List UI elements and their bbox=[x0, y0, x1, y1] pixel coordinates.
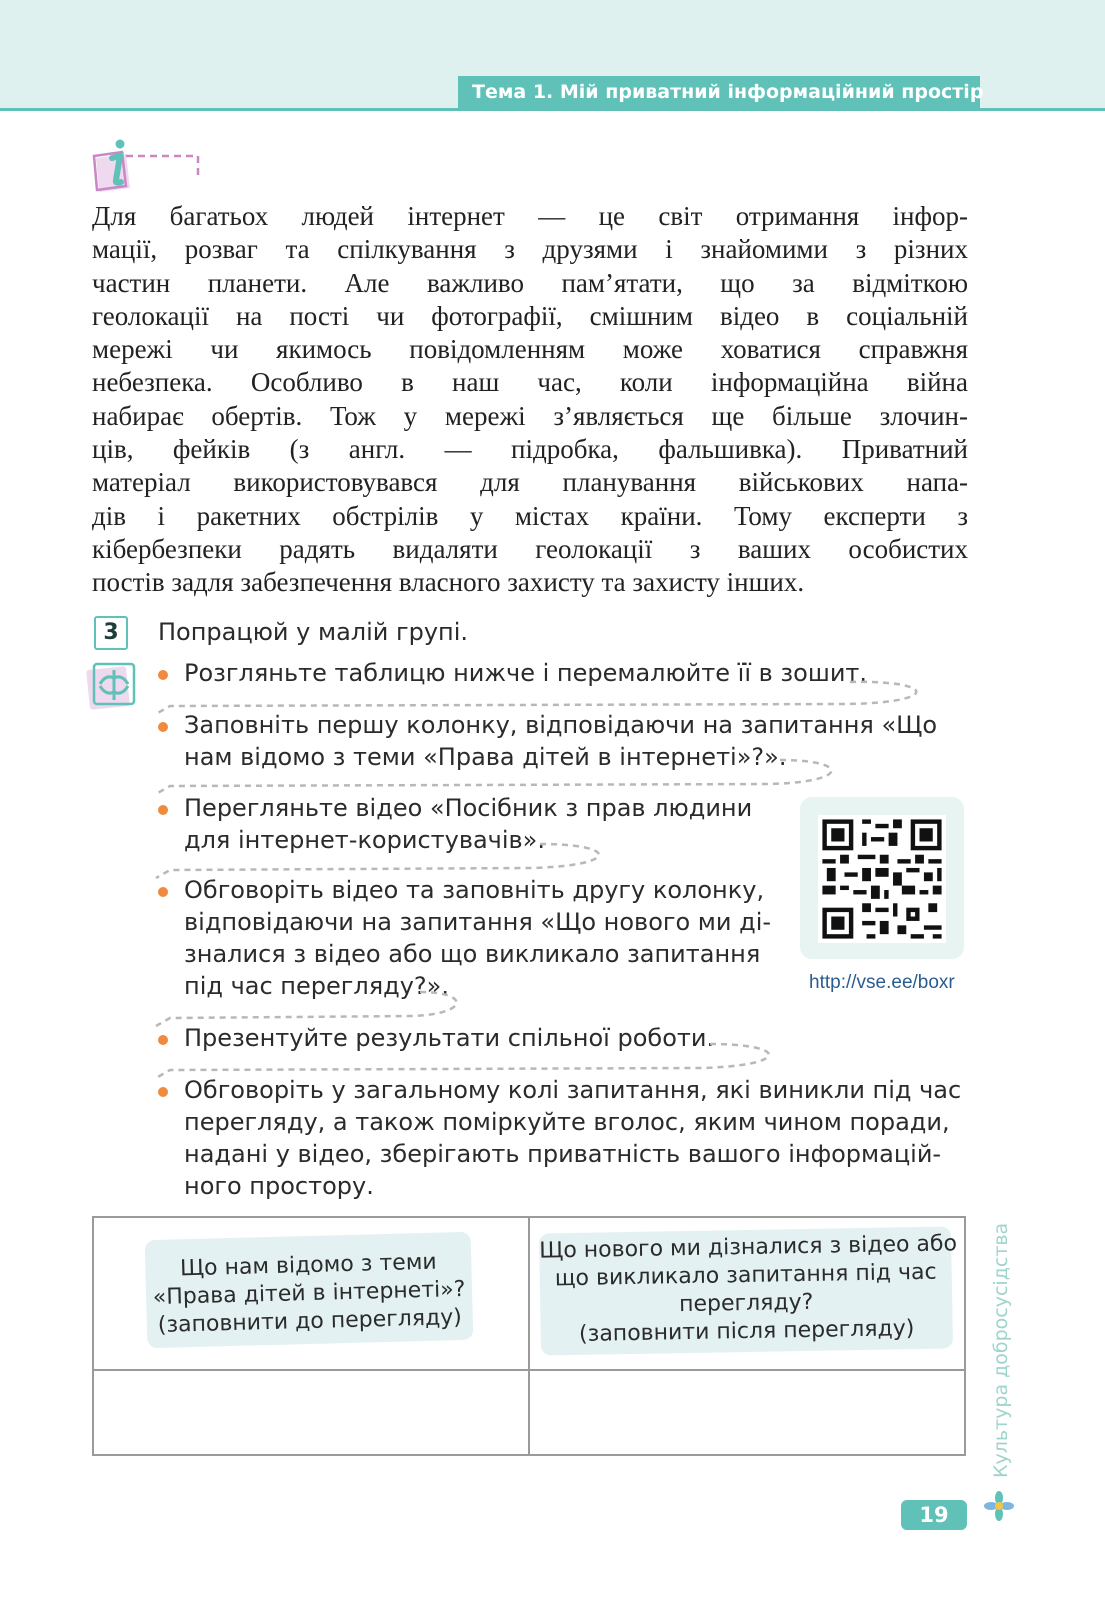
bullet-line: нам відомо з теми «Права дітей в інтернеті»?». bbox=[184, 743, 787, 771]
dashed-connector bbox=[150, 1032, 790, 1076]
group-work-icon bbox=[84, 660, 138, 712]
section-side-label: Культура добросусідства bbox=[990, 1222, 1012, 1478]
topic-title: Тема 1. Мій приватний інформаційний простір bbox=[458, 76, 980, 108]
table-header-line: (заповнити після перегляду) bbox=[578, 1316, 915, 1347]
table-header-line: Що нового ми дізналися з відео або bbox=[539, 1231, 958, 1264]
paragraph-line: кібербезпеки радять видаляти геолокації з ваших особистих bbox=[92, 533, 968, 564]
bullet-line: Обговоріть у загальному колі запитання, які виникли під час bbox=[184, 1076, 962, 1104]
paragraph-line: набирає обертів. Тож у мережі з’являється ще більше злочин- bbox=[92, 400, 968, 431]
paragraph-line: постів задля забезпечення власного захисту та захисту інших. bbox=[92, 567, 805, 598]
qr-link[interactable]: http://vse.ee/boxr bbox=[809, 972, 955, 993]
bullet-line: відповідаючи на запитання «Що нового ми ді- bbox=[184, 908, 772, 936]
info-icon bbox=[90, 136, 210, 198]
table-header-learned bbox=[539, 1226, 958, 1355]
bullet-line: для інтернет-користувачів». bbox=[184, 826, 545, 854]
bullet-line: Заповніть першу колонку, відповідаючи на запитання «Що bbox=[184, 711, 938, 739]
table-header-line: Що нам відомо з теми bbox=[179, 1249, 438, 1282]
table-divider bbox=[92, 1369, 966, 1371]
bullet-line: перегляду, а також поміркуйте вголос, яким чином поради, bbox=[184, 1108, 950, 1136]
bullet-line: надані у відео, зберігають приватність вашого інформацій- bbox=[184, 1140, 942, 1168]
page-number: 19 bbox=[901, 1500, 967, 1530]
paragraph-line: ців, фейків (з англ. — підробка, фальшивка). Приватний bbox=[92, 434, 968, 465]
task-number: 3 bbox=[94, 616, 128, 650]
dashed-connector bbox=[150, 752, 850, 794]
paragraph-line: частин планети. Але важливо пам’ятати, що за відміткою bbox=[92, 267, 968, 298]
task-bullet bbox=[184, 1074, 961, 1202]
bullet-dot bbox=[158, 887, 168, 897]
bullet-dot bbox=[158, 722, 168, 732]
paragraph-line: мації, розваг та спілкування з друзями і знайомими з різних bbox=[92, 234, 968, 265]
bullet-line: Презентуйте результати спільної роботи. bbox=[184, 1024, 715, 1052]
table-header-line: «Права дітей в інтернеті»? bbox=[152, 1276, 466, 1311]
paragraph-line: дів і ракетних обстрілів у містах країни. Тому експерти з bbox=[92, 500, 968, 531]
info-paragraph bbox=[92, 200, 968, 600]
bullet-line: під час перегляду?». bbox=[184, 972, 449, 1000]
dashed-connector bbox=[150, 982, 490, 1026]
qr-code-icon bbox=[818, 815, 946, 943]
table-divider bbox=[528, 1216, 530, 1456]
table-header-line: що викликало запитання під час bbox=[554, 1259, 937, 1292]
paragraph-line: мережі чи якимось повідомленням може ховатися справжня bbox=[92, 334, 968, 365]
bullet-line: зналися з відео або що викликало запитання bbox=[184, 940, 761, 968]
bullet-line: ного простору. bbox=[184, 1172, 374, 1200]
dashed-connector bbox=[150, 670, 950, 712]
bullet-dot bbox=[158, 1087, 168, 1097]
qr-code-card[interactable] bbox=[800, 797, 964, 959]
paragraph-line: матеріал використовувався для планування військових напа- bbox=[92, 467, 968, 498]
table-header-line: (заповнити до перегляду) bbox=[157, 1305, 463, 1338]
table-header-known bbox=[145, 1232, 474, 1348]
bullet-line: Обговоріть відео та заповніть другу колонку, bbox=[184, 876, 765, 904]
header-rule bbox=[0, 108, 1105, 111]
bullet-line: Розгляньте таблицю нижче і перемалюйте її в зошит. bbox=[184, 659, 868, 687]
paragraph-line: небезпека. Особливо в наш час, коли інформаційна війна bbox=[92, 367, 968, 398]
bullet-line: Перегляньте відео «Посібник з прав людини bbox=[184, 794, 753, 822]
dashed-connector bbox=[150, 834, 630, 878]
task-title: Попрацюй у малій групі. bbox=[158, 618, 469, 646]
paragraph-line: геолокації на пості чи фотографії, смішним відео в соціальній bbox=[92, 300, 968, 331]
paragraph-line: Для багатьох людей інтернет — це світ отримання інфор- bbox=[92, 201, 968, 231]
flower-icon bbox=[983, 1490, 1015, 1522]
table-header-line: перегляду? bbox=[678, 1289, 814, 1318]
bullet-dot bbox=[158, 805, 168, 815]
